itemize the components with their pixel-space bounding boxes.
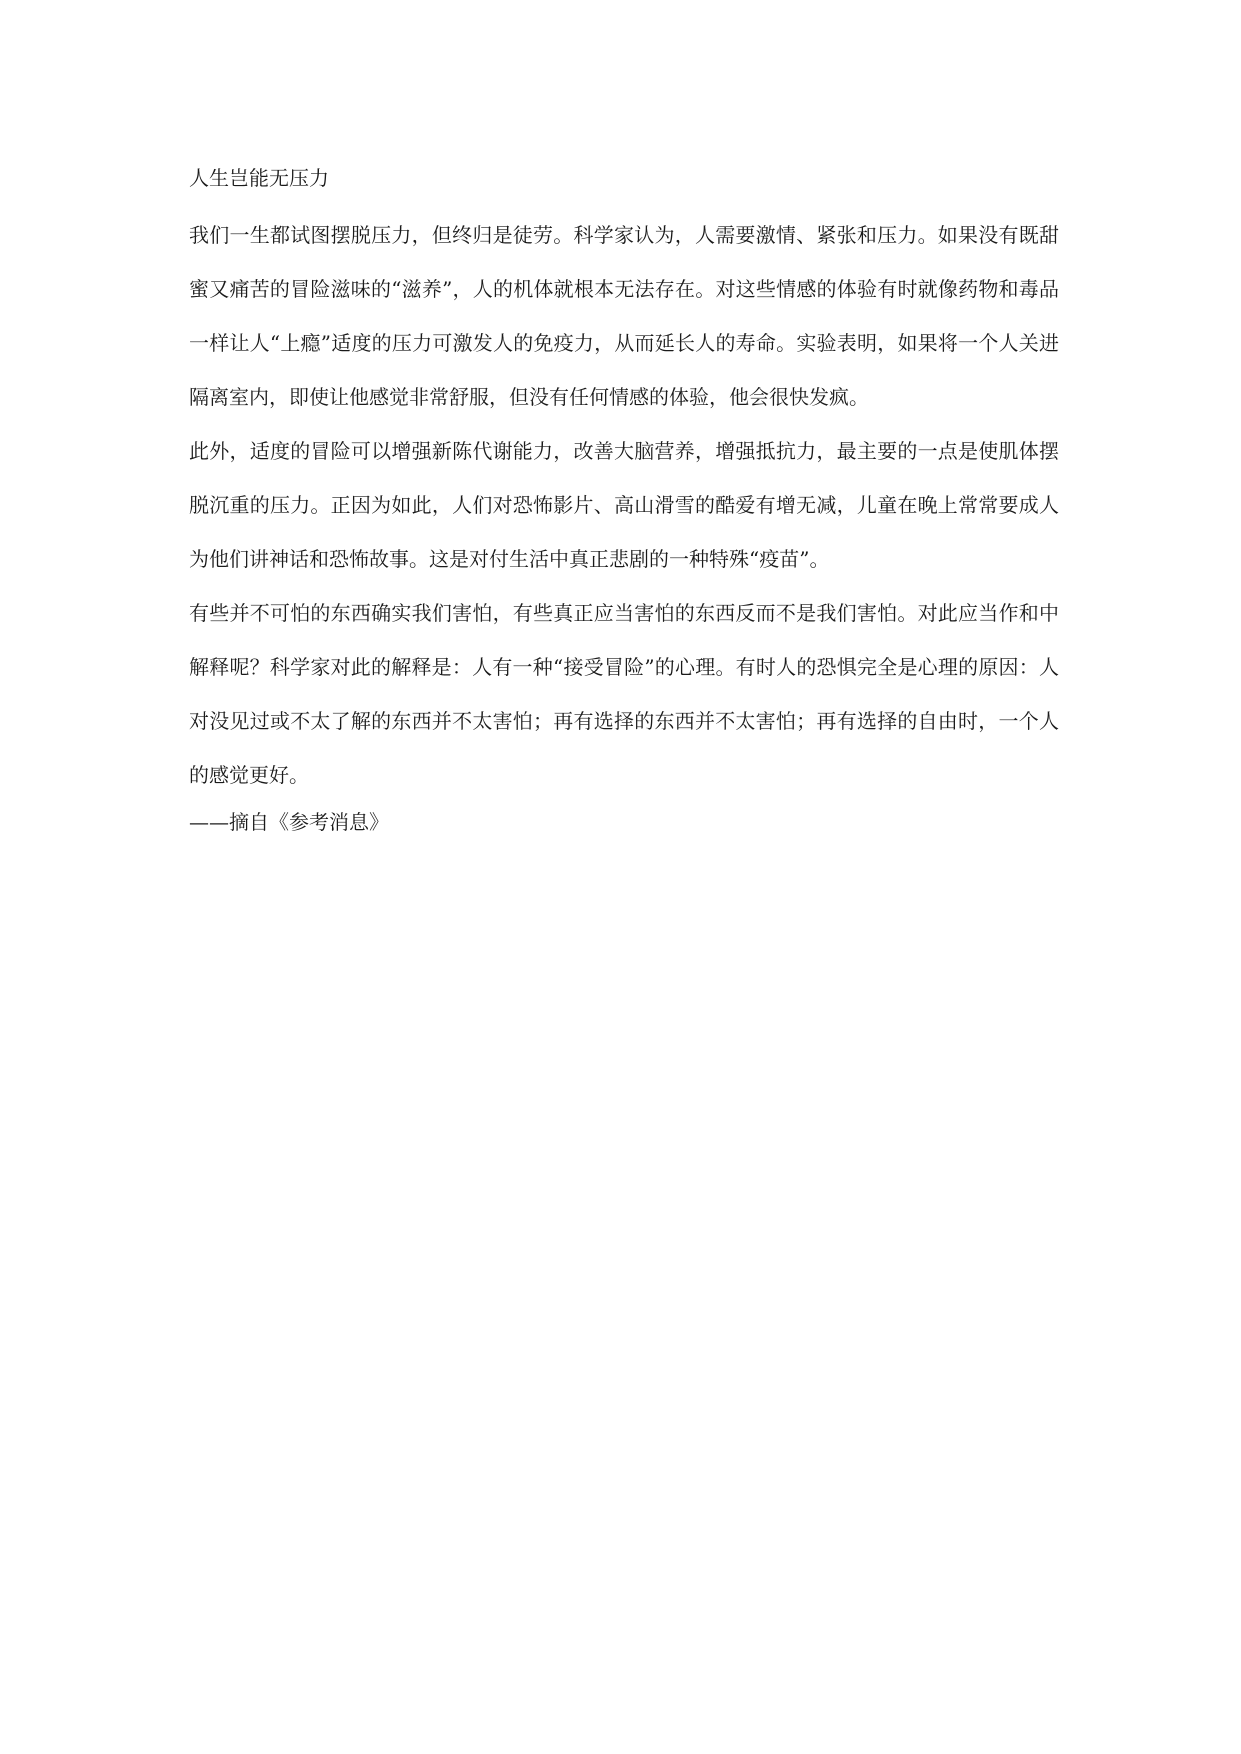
article-paragraph-3: 有些并不可怕的东西确实我们害怕，有些真正应当害怕的东西反而不是我们害怕。对此应当作和中解释呢？科学家对此的解释是：人有一种“接受冒险”的心理。有时人的恐惧完全是心理的原因：人对没见过或不太了解的东西并不太害怕；再有选择的东西并不太害怕；再有选择的自由时，一个人的感觉更好。 <box>189 601 1059 787</box>
article-title: 人生岂能无压力 <box>189 166 329 190</box>
article-body <box>189 160 1059 842</box>
article-paragraph-1: 我们一生都试图摆脱压力，但终归是徒劳。科学家认为，人需要激情、紧张和压力。如果没有既甜蜜又痛苦的冒险滋味的“滋养”，人的机体就根本无法存在。对这些情感的体验有时就像药物和毒品一样让人“上瘾”适度的压力可激发人的免疫力，从而延长人的寿命。实验表明，如果将一个人关进隔离室内，即使让他感觉非常舒服，但没有任何情感的体验，他会很快发疯。 <box>189 223 1059 409</box>
article-source: ——摘自《参考消息》 <box>189 810 389 834</box>
article-paragraph-2: 此外，适度的冒险可以增强新陈代谢能力，改善大脑营养，增强抵抗力，最主要的一点是使肌体摆脱沉重的压力。正因为如此，人们对恐怖影片、高山滑雪的酷爱有增无减，儿童在晚上常常要成人为他们讲神话和恐怖故事。这是对付生活中真正悲剧的一种特殊“疫苗”。 <box>189 439 1059 571</box>
